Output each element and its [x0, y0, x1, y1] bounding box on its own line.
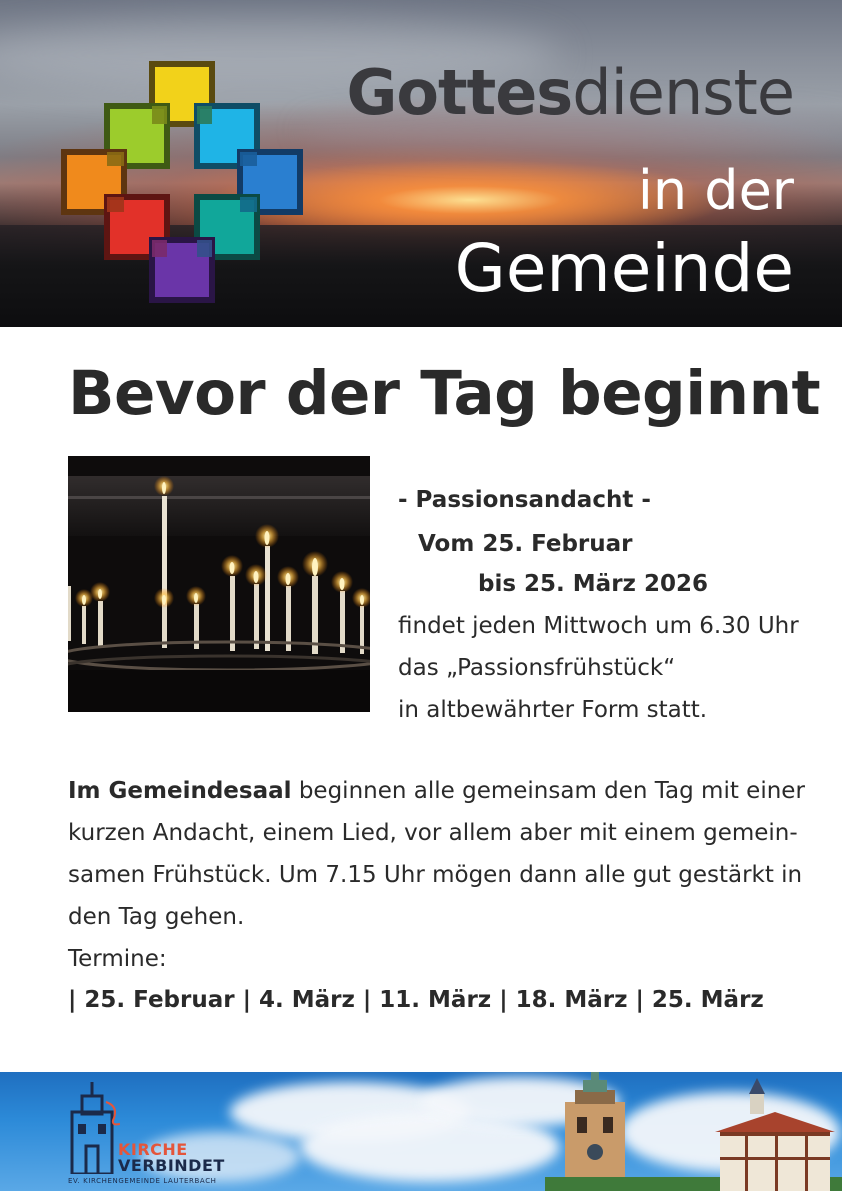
header-banner: [0, 0, 842, 327]
para-termine-label: Termine:: [68, 946, 167, 972]
page-title: [346, 56, 795, 129]
info-line-time: findet jeden Mittwoch um 6.30 Uhr: [398, 613, 799, 639]
subtitle-gemeinde: Gemeinde: [454, 230, 794, 307]
para-lead-bold: Im Gemeindesaal: [68, 778, 292, 804]
brand-parish-name: EV. KIRCHENGEMEINDE LAUTERBACH: [68, 1177, 217, 1185]
dates-list: | 25. Februar | 4. März | 11. März | 18. März | 25. März: [68, 987, 764, 1013]
info-passionsandacht: - Passionsandacht -: [398, 487, 651, 513]
title-thin-part: dienste: [572, 56, 794, 129]
headline: Bevor der Tag beginnt: [68, 358, 821, 429]
description-paragraph: [68, 770, 805, 980]
para-line-1-rest: beginnen alle gemeinsam den Tag mit einer: [291, 778, 805, 804]
brand-verbindet: VERBINDET: [118, 1156, 225, 1175]
title-bold-part: Gottes: [346, 56, 573, 129]
cross-squares-logo: [60, 60, 310, 310]
para-line-1: [68, 770, 805, 812]
church-icon: [66, 1082, 120, 1174]
para-line-3: samen Frühstück. Um 7.15 Uhr mögen dann alle gut gestärkt in: [68, 862, 803, 888]
church-buildings-illustration: [545, 1072, 842, 1191]
info-line-event: das „Passionsfrühstück“: [398, 655, 676, 681]
info-end-date: bis 25. März 2026: [478, 571, 708, 597]
info-line-form: in altbewährter Form statt.: [398, 697, 708, 723]
brand-kirche: KIRCHE: [118, 1140, 188, 1159]
para-line-4: den Tag gehen.: [68, 904, 245, 930]
subtitle-in-der: in der: [637, 159, 794, 222]
info-start-date: Vom 25. Februar: [418, 531, 633, 557]
candles-photo: [68, 456, 370, 712]
para-line-2: kurzen Andacht, einem Lied, vor allem aber mit einem gemein-: [68, 820, 798, 846]
